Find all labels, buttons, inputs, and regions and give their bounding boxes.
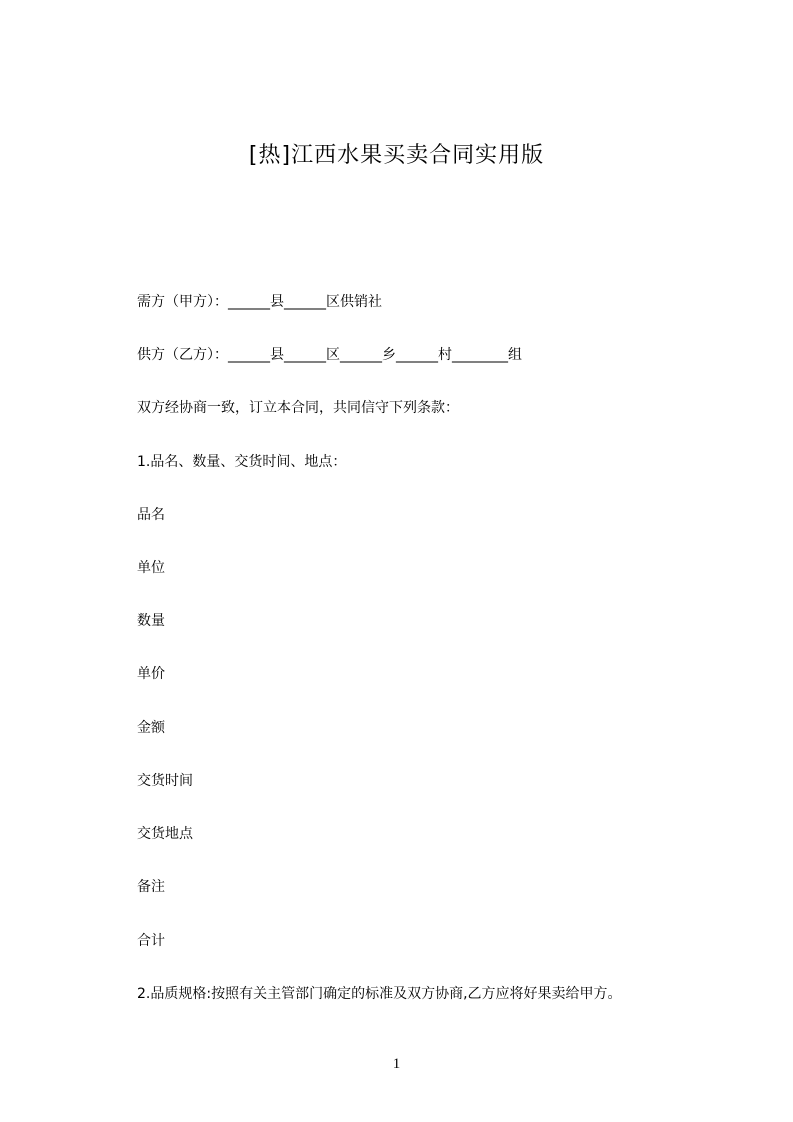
clause-2-quality: 2.品质规格:按照有关主管部门确定的标准及双方协商,乙方应将好果卖给甲方。 (137, 986, 622, 1002)
field-quantity: 数量 (137, 613, 165, 629)
field-delivery-place: 交货地点 (137, 826, 193, 842)
party-a-line: 需方（甲方）：______县______区供销社 (137, 294, 382, 310)
field-amount: 金额 (137, 720, 165, 736)
field-product-name: 品名 (137, 507, 165, 523)
field-unit: 单位 (137, 560, 165, 576)
agreement-intro: 双方经协商一致，订立本合同，共同信守下列条款： (137, 400, 459, 416)
field-remarks: 备注 (137, 879, 165, 895)
field-total: 合计 (137, 933, 165, 949)
page-number: 1 (392, 1056, 401, 1072)
field-unit-price: 单价 (137, 666, 165, 682)
field-delivery-time: 交货时间 (137, 773, 193, 789)
party-b-line: 供方（乙方）：______县______区______乡______村________组 (137, 347, 522, 363)
clause-1-heading: 1.品名、数量、交货时间、地点： (137, 454, 347, 470)
document-title: [热]江西水果买卖合同实用版 (248, 143, 545, 168)
